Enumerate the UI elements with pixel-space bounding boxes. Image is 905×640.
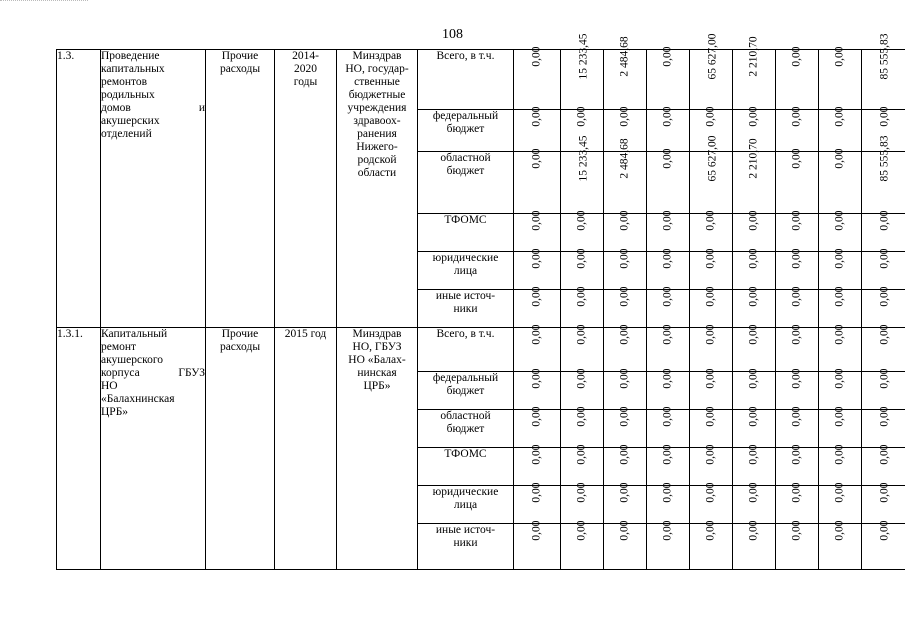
amount-cell [733, 406, 776, 448]
amount-value: 0,00 [618, 248, 631, 269]
amount-value: 0,00 [704, 482, 717, 503]
amount-cell [514, 444, 561, 486]
amount-cell [862, 368, 905, 410]
amount-cell [862, 444, 905, 486]
amount-value: 0,00 [790, 248, 803, 269]
funding-source [418, 214, 514, 252]
amount-cell [514, 368, 561, 410]
amount-cell [604, 36, 647, 110]
amount-cell [647, 148, 690, 214]
executor-line: здравоох- [353, 115, 401, 127]
amount-cell [819, 444, 862, 486]
amount-cell [776, 248, 819, 290]
amount-value: 0,00 [833, 368, 846, 389]
item-name [101, 50, 206, 328]
funding-source [418, 524, 514, 570]
executor-line: области [357, 167, 397, 179]
amount-cell [733, 444, 776, 486]
amount-value: 0,00 [878, 444, 891, 465]
amount-value: 0,00 [878, 248, 891, 269]
amount-value: 0,00 [878, 406, 891, 427]
item-name-line: капитальных [101, 63, 165, 75]
item-name-line: ЦРБ» [101, 406, 129, 418]
amount-value: 0,00 [878, 368, 891, 389]
amount-cell [819, 368, 862, 410]
executor-line: НО, ГБУЗ [352, 341, 402, 353]
amount-cell [514, 148, 561, 214]
amount-value: 0,00 [530, 286, 543, 307]
amount-value: 0,00 [661, 46, 674, 67]
amount-cell [514, 46, 561, 110]
amount-cell [776, 520, 819, 570]
funding-source-line: бюджет [446, 385, 485, 397]
amount-value: 0,00 [790, 482, 803, 503]
amount-cell [690, 444, 733, 486]
item-name-line: НО [101, 380, 118, 392]
amount-value: 0,00 [833, 148, 846, 169]
executor-line: Нижего- [356, 141, 398, 153]
funding-source-line: ники [453, 537, 478, 549]
amount-value: 0,00 [747, 106, 760, 127]
amount-value: 0,00 [747, 406, 760, 427]
amount-cell [733, 324, 776, 372]
amount-value: 0,00 [833, 444, 846, 465]
amount-cell [819, 482, 862, 524]
amount-value: 0,00 [618, 368, 631, 389]
amount-cell [862, 520, 905, 570]
amount-value: 0,00 [530, 210, 543, 231]
amount-cell [561, 286, 604, 328]
amount-value: 0,00 [661, 324, 674, 345]
amount-value: 0,00 [747, 248, 760, 269]
funding-source-line: бюджет [446, 423, 485, 435]
executor-line: учреждения [347, 102, 407, 114]
amount-cell [733, 210, 776, 252]
amount-value: 0,00 [530, 46, 543, 67]
amount-cell [514, 286, 561, 328]
amount-cell [690, 210, 733, 252]
amount-value: 0,00 [575, 324, 588, 345]
amount-value: 0,00 [530, 248, 543, 269]
item-name-word: ГБУЗ [178, 367, 205, 379]
amount-cell [604, 248, 647, 290]
amount-value: 0,00 [575, 406, 588, 427]
amount-value: 0,00 [661, 148, 674, 169]
executor-line: бюджетные [348, 89, 406, 101]
amount-cell [690, 286, 733, 328]
amount-value: 0,00 [833, 482, 846, 503]
amount-cell [514, 482, 561, 524]
expense-type-line: расходы [219, 341, 261, 353]
amount-cell [819, 148, 862, 214]
funding-source-line: ТФОМС [444, 448, 487, 460]
amount-cell [647, 210, 690, 252]
amount-cell [819, 46, 862, 110]
item-name-word: и [198, 102, 205, 114]
amount-cell [604, 482, 647, 524]
amount-cell [514, 106, 561, 152]
amount-value: 0,00 [530, 520, 543, 541]
amount-cell [647, 482, 690, 524]
funding-source-line: лица [453, 499, 478, 511]
item-name-line [101, 102, 205, 115]
amount-cell [561, 135, 604, 214]
amount-cell [862, 248, 905, 290]
amount-cell [862, 406, 905, 448]
amount-value: 0,00 [747, 210, 760, 231]
amount-cell [647, 106, 690, 152]
funding-source [418, 50, 514, 110]
amount-value: 0,00 [833, 46, 846, 67]
funding-source-line: Всего, в т.ч. [436, 50, 495, 62]
funding-source-line: федеральный [432, 110, 499, 122]
item-name-line [101, 367, 205, 380]
amount-value: 0,00 [833, 286, 846, 307]
amount-cell [733, 286, 776, 328]
amount-value: 15 233,45 [577, 135, 590, 182]
amount-cell [819, 286, 862, 328]
amount-value: 0,00 [530, 444, 543, 465]
amount-cell [690, 248, 733, 290]
amount-value: 0,00 [704, 248, 717, 269]
amount-cell [604, 444, 647, 486]
amount-value: 0,00 [618, 286, 631, 307]
amount-cell [690, 135, 733, 214]
amount-cell [733, 368, 776, 410]
executor-line: НО, государ- [345, 63, 409, 75]
amount-value: 0,00 [618, 444, 631, 465]
amount-cell [514, 248, 561, 290]
amount-value: 0,00 [661, 248, 674, 269]
amount-value: 0,00 [618, 210, 631, 231]
amount-value: 0,00 [530, 482, 543, 503]
amount-cell [647, 520, 690, 570]
amount-value: 0,00 [790, 444, 803, 465]
amount-value: 0,00 [575, 520, 588, 541]
amount-value: 0,00 [661, 210, 674, 231]
amount-cell [647, 248, 690, 290]
amount-value: 0,00 [747, 482, 760, 503]
amount-cell [604, 138, 647, 214]
amount-cell [561, 444, 604, 486]
period-line: годы [293, 76, 318, 88]
item-name-word: корпуса [101, 367, 140, 379]
amount-value: 0,00 [833, 248, 846, 269]
amount-cell [561, 248, 604, 290]
amount-cell [647, 324, 690, 372]
funding-source [418, 328, 514, 372]
amount-value: 0,00 [790, 324, 803, 345]
page-number: 108 [442, 27, 463, 42]
amount-cell [776, 148, 819, 214]
amount-value: 0,00 [878, 210, 891, 231]
amount-cell [561, 324, 604, 372]
amount-cell [604, 368, 647, 410]
amount-value: 0,00 [575, 248, 588, 269]
amount-value: 0,00 [530, 148, 543, 169]
amount-cell [819, 248, 862, 290]
executor-line: Минздрав [352, 328, 402, 340]
amount-value: 0,00 [618, 324, 631, 345]
amount-value: 0,00 [790, 406, 803, 427]
amount-value: 0,00 [747, 286, 760, 307]
executor-line: ственные [354, 76, 400, 88]
funding-source-line: иные источ- [435, 524, 496, 536]
amount-value: 0,00 [530, 106, 543, 127]
amount-cell [514, 520, 561, 570]
period [275, 328, 337, 570]
amount-value: 0,00 [790, 210, 803, 231]
amount-value: 0,00 [833, 520, 846, 541]
amount-cell [819, 106, 862, 152]
amount-value: 0,00 [790, 286, 803, 307]
executor [337, 328, 418, 570]
amount-value: 0,00 [618, 520, 631, 541]
item-name-line: ремонтов [101, 76, 148, 88]
amount-value: 2 210,70 [747, 36, 760, 77]
amount-cell [733, 520, 776, 570]
amount-value: 0,00 [790, 148, 803, 169]
amount-value: 0,00 [790, 106, 803, 127]
amount-cell [819, 210, 862, 252]
amount-value: 0,00 [833, 210, 846, 231]
executor-line: нинская [357, 367, 397, 379]
amount-cell [514, 210, 561, 252]
funding-source-line: федеральный [432, 372, 499, 384]
amount-value: 15 233,45 [577, 33, 590, 80]
amount-cell [862, 210, 905, 252]
funding-source-line: юридические [432, 252, 499, 264]
amount-value: 0,00 [833, 324, 846, 345]
funding-source [418, 448, 514, 486]
amount-cell [604, 406, 647, 448]
amount-value: 0,00 [661, 406, 674, 427]
amount-value: 0,00 [575, 286, 588, 307]
period-line: 2020 [294, 63, 317, 75]
funding-source-line: лица [453, 265, 478, 277]
amount-cell [647, 368, 690, 410]
amount-cell [776, 444, 819, 486]
amount-cell [819, 406, 862, 448]
amount-value: 2 210,70 [747, 138, 760, 179]
funding-source-line: бюджет [446, 165, 485, 177]
amount-cell [561, 33, 604, 110]
funding-source [418, 152, 514, 214]
amount-cell [561, 368, 604, 410]
expense-type-line: Прочие [221, 328, 259, 340]
expense-type-line: Прочие [221, 50, 259, 62]
item-name-line: акушерского [101, 354, 164, 366]
amount-value: 0,00 [747, 368, 760, 389]
table-row [57, 50, 905, 110]
amount-value: 0,00 [661, 482, 674, 503]
amount-cell [647, 444, 690, 486]
amount-value: 0,00 [704, 406, 717, 427]
funding-source-line: ТФОМС [444, 214, 487, 226]
amount-cell [690, 406, 733, 448]
amount-value: 0,00 [878, 106, 891, 127]
amount-cell [604, 324, 647, 372]
amount-cell [776, 368, 819, 410]
amount-value: 0,00 [530, 406, 543, 427]
amount-cell [690, 520, 733, 570]
amount-value: 0,00 [618, 106, 631, 127]
corner-scan-mark [0, 0, 88, 2]
amount-value: 0,00 [618, 406, 631, 427]
amount-value: 0,00 [704, 286, 717, 307]
amount-cell [647, 46, 690, 110]
table-row [57, 328, 905, 372]
amount-value: 0,00 [661, 520, 674, 541]
funding-source-line: иные источ- [435, 290, 496, 302]
funding-source [418, 486, 514, 524]
amount-value: 0,00 [575, 210, 588, 231]
amount-value: 0,00 [575, 482, 588, 503]
funding-source [418, 110, 514, 152]
amount-value: 0,00 [878, 324, 891, 345]
item-name-line: Капитальный [101, 328, 168, 340]
funding-source-line: бюджет [446, 123, 485, 135]
amount-cell [733, 248, 776, 290]
amount-value: 85 555,83 [878, 135, 891, 182]
amount-cell [776, 406, 819, 448]
amount-value: 0,00 [704, 368, 717, 389]
amount-value: 0,00 [747, 444, 760, 465]
amount-value: 0,00 [833, 406, 846, 427]
funding-source-line: областной [440, 410, 491, 422]
amount-value: 0,00 [704, 324, 717, 345]
amount-value: 0,00 [661, 444, 674, 465]
funding-source [418, 410, 514, 448]
amount-cell [733, 138, 776, 214]
item-name-line: родильных [101, 89, 155, 101]
amount-cell [604, 520, 647, 570]
funding-source [418, 372, 514, 410]
amount-cell [690, 324, 733, 372]
amount-value: 0,00 [878, 286, 891, 307]
executor-line: родской [357, 154, 397, 166]
amount-cell [862, 482, 905, 524]
amount-cell [690, 368, 733, 410]
amount-cell [647, 406, 690, 448]
amount-cell [647, 286, 690, 328]
funding-source [418, 252, 514, 290]
amount-cell [776, 210, 819, 252]
amount-value: 0,00 [575, 106, 588, 127]
amount-cell [561, 406, 604, 448]
item-name-line: Проведение [101, 50, 160, 62]
amount-value: 0,00 [661, 286, 674, 307]
amount-value: 0,00 [618, 482, 631, 503]
amount-cell [690, 33, 733, 110]
amount-cell [604, 286, 647, 328]
amount-value: 2 484,68 [618, 36, 631, 77]
amount-cell [862, 324, 905, 372]
amount-cell [776, 286, 819, 328]
amount-value: 0,00 [878, 482, 891, 503]
funding-source-line: ники [453, 303, 478, 315]
amount-cell [819, 520, 862, 570]
amount-cell [776, 46, 819, 110]
amount-cell [561, 520, 604, 570]
amount-cell [819, 324, 862, 372]
item-name-line: ремонт [101, 341, 137, 353]
amount-value: 0,00 [575, 444, 588, 465]
executor-line: Минздрав [352, 50, 402, 62]
amount-cell [690, 482, 733, 524]
item-name-line: акушерских [101, 115, 160, 127]
item-code: 1.3.1. [57, 328, 101, 570]
amount-value: 0,00 [704, 520, 717, 541]
funding-source-line: Всего, в т.ч. [436, 328, 495, 340]
amount-value: 0,00 [530, 368, 543, 389]
amount-value: 0,00 [704, 444, 717, 465]
amount-value: 0,00 [704, 210, 717, 231]
amount-value: 0,00 [661, 368, 674, 389]
item-name-line: «Балахнинская [101, 393, 175, 405]
amount-value: 0,00 [661, 106, 674, 127]
amount-cell [514, 324, 561, 372]
funding-source-line: областной [440, 152, 491, 164]
amount-value: 0,00 [790, 368, 803, 389]
amount-cell [733, 482, 776, 524]
amount-value: 0,00 [878, 520, 891, 541]
amount-cell [776, 324, 819, 372]
amount-value: 0,00 [790, 520, 803, 541]
funding-source-line: юридические [432, 486, 499, 498]
amount-value: 0,00 [704, 106, 717, 127]
executor-line: ранения [357, 128, 397, 140]
expense-type [206, 50, 275, 328]
amount-cell [862, 33, 905, 110]
amount-value: 0,00 [575, 368, 588, 389]
amount-value: 85 555,83 [878, 33, 891, 80]
amount-value: 65 627,00 [706, 135, 719, 182]
amount-cell [862, 286, 905, 328]
item-name [101, 328, 206, 570]
amount-value: 0,00 [530, 324, 543, 345]
funding-source [418, 290, 514, 328]
item-name-word: домов [101, 102, 131, 114]
expense-type [206, 328, 275, 570]
period-line: 2014- [292, 50, 319, 62]
period [275, 50, 337, 328]
amount-cell [733, 36, 776, 110]
period-line: 2015 год [284, 328, 327, 340]
expense-type-line: расходы [219, 63, 261, 75]
executor [337, 50, 418, 328]
amount-cell [561, 210, 604, 252]
amount-value: 65 627,00 [706, 33, 719, 80]
amount-value: 0,00 [747, 324, 760, 345]
amount-cell [514, 406, 561, 448]
amount-value: 0,00 [747, 520, 760, 541]
item-name-line: отделений [101, 128, 152, 140]
amount-cell [776, 106, 819, 152]
amount-value: 0,00 [833, 106, 846, 127]
amount-cell [561, 482, 604, 524]
executor-line: НО «Балах- [348, 354, 406, 366]
amount-cell [604, 210, 647, 252]
amount-cell [776, 482, 819, 524]
amount-value: 2 484,68 [618, 138, 631, 179]
amount-value: 0,00 [790, 46, 803, 67]
item-code: 1.3. [57, 50, 101, 328]
executor-line: ЦРБ» [363, 380, 391, 392]
amount-cell [862, 135, 905, 214]
